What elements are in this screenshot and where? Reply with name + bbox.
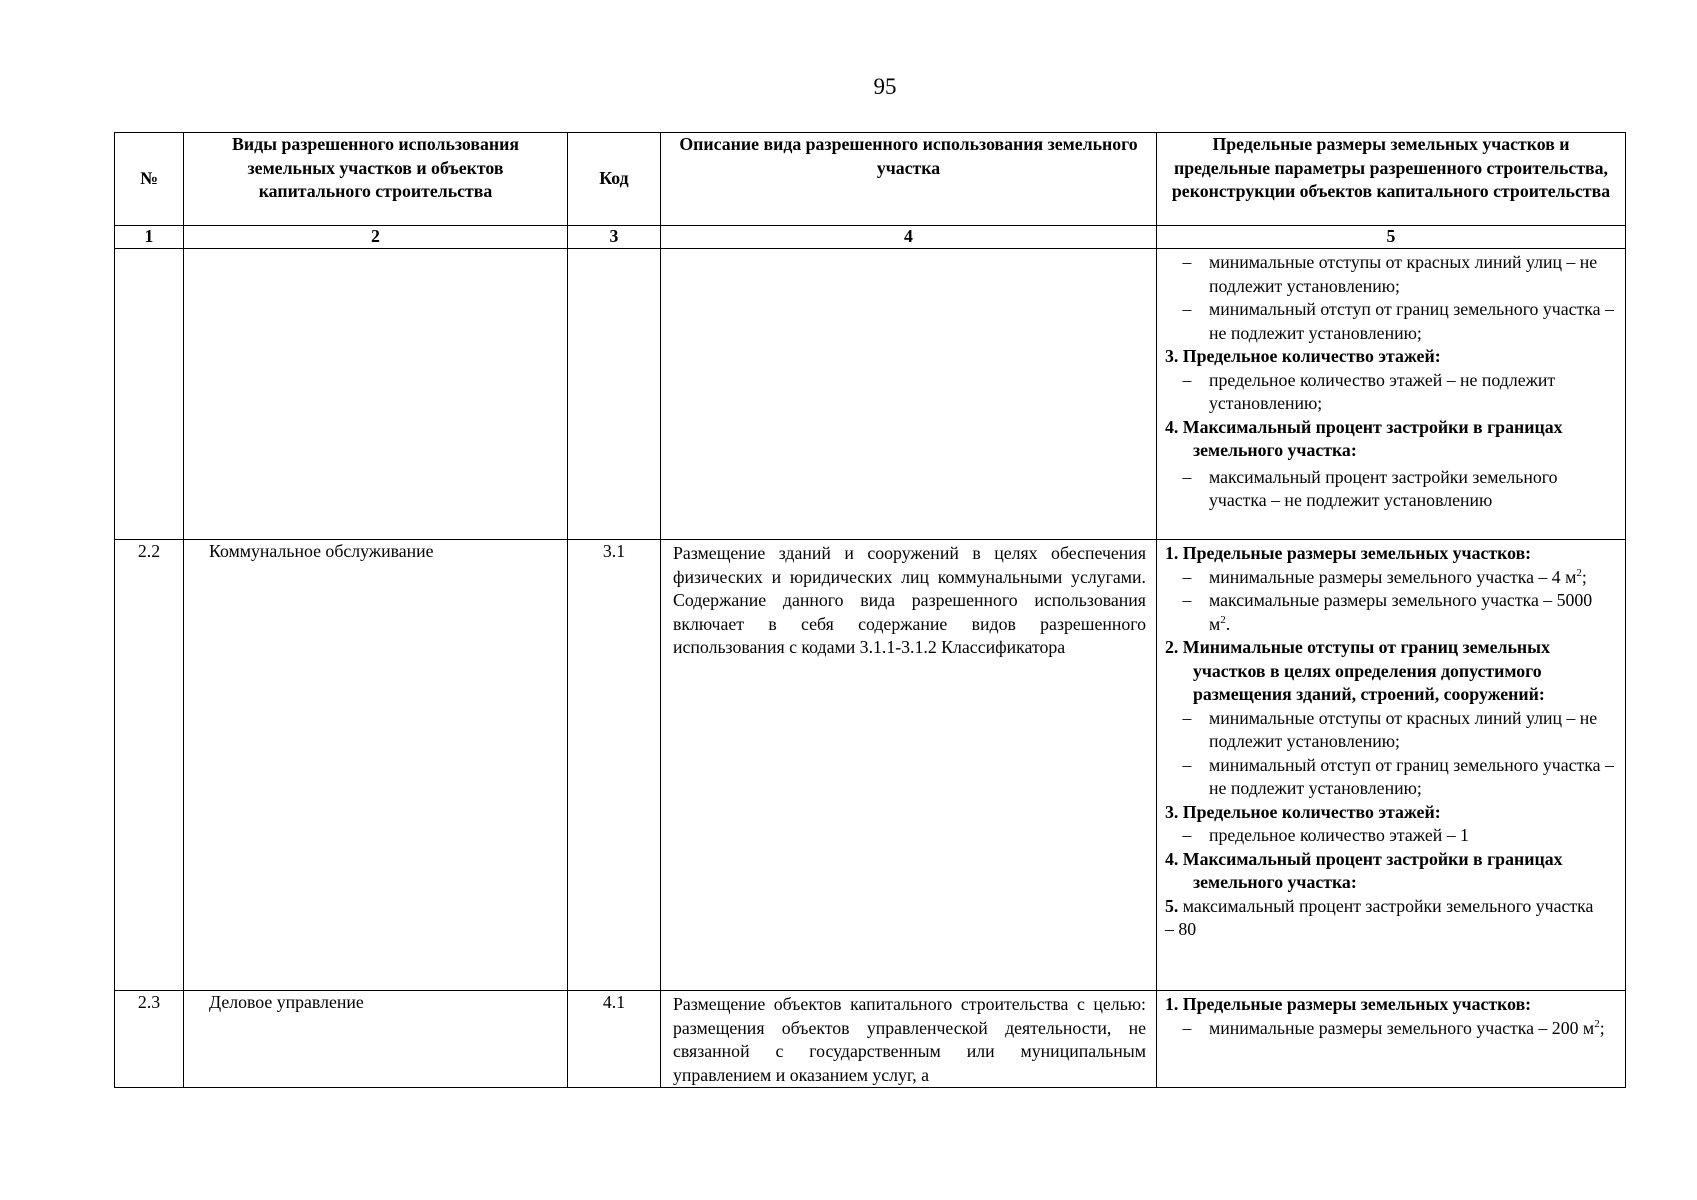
list-item-5 — [1165, 895, 1617, 942]
superscript: 2 — [1576, 566, 1582, 579]
table-row-2-3 — [115, 991, 1626, 1088]
cell-kind: Коммунальное обслуживание — [184, 540, 568, 991]
dash-marker: – — [1182, 566, 1192, 587]
item-text: минимальные отступы от красных линий улиц – не подлежит установлению; — [1209, 707, 1598, 751]
list-item — [1165, 466, 1617, 513]
dash-marker: – — [1182, 1017, 1192, 1038]
item-text — [1209, 589, 1617, 636]
dash-marker: – — [1182, 707, 1192, 728]
header-description: Описание вида разрешенного использования земельного участка — [661, 133, 1157, 226]
list-item — [1165, 754, 1617, 801]
page-number: 95 — [873, 74, 897, 99]
section-heading: 1. Предельные размеры земельных участков: — [1165, 543, 1532, 563]
item-text: минимальный отступ от границ земельного участка – не подлежит установлению; — [1209, 299, 1614, 343]
dash-marker: – — [1182, 590, 1192, 610]
column-number: 4 — [661, 226, 1157, 249]
item-end: . — [1225, 613, 1231, 634]
section-heading: 4. Максимальный процент застройки в границах земельного участка: — [1165, 848, 1563, 892]
section-heading: 2. Минимальные отступы от границ земельных участков в целях определения допустимого размещения зданий, строений, сооружений: — [1165, 637, 1550, 704]
item-end: ; — [1599, 1017, 1605, 1038]
item-text: минимальные отступы от красных линий улиц – не подлежит установлению; — [1209, 252, 1598, 296]
column-number: 3 — [568, 226, 661, 249]
dash-marker: – — [1182, 369, 1192, 390]
cell-limits — [1157, 540, 1626, 991]
header-limits: Предельные размеры земельных участков и предельные параметры разрешенного строительства, реконструкции объектов капитального строительства — [1157, 133, 1626, 226]
cell-description — [661, 249, 1157, 540]
list-item — [1165, 566, 1617, 590]
item-text: предельное количество этажей – не подлежит установлению; — [1209, 369, 1556, 413]
list-item — [1165, 251, 1617, 298]
cell-code: 3.1 — [568, 540, 661, 991]
header-row — [115, 133, 1626, 226]
header-code: Код — [568, 133, 661, 226]
item-value: максимальные размеры земельного участка – 5000 м — [1209, 590, 1593, 634]
dash-marker: – — [1182, 825, 1192, 845]
item-text: минимальный отступ от границ земельного участка – не подлежит установлению; — [1209, 754, 1614, 798]
list-item — [1165, 369, 1617, 416]
section-heading: 3. Предельное количество этажей: — [1165, 801, 1441, 822]
cell-num — [115, 249, 184, 540]
superscript: 2 — [1220, 613, 1226, 626]
table-row-continued — [115, 249, 1626, 540]
cell-kind: Деловое управление — [184, 991, 568, 1088]
section-heading: 4. Максимальный процент застройки в границах земельного участка: — [1165, 416, 1563, 460]
cell-num: 2.3 — [115, 991, 184, 1088]
item-text: максимальный процент застройки земельного участка – не подлежит установлению — [1209, 466, 1558, 510]
list-item — [1165, 707, 1617, 754]
dash-marker: – — [1182, 252, 1192, 272]
superscript: 2 — [1594, 1017, 1600, 1030]
list-item — [1165, 589, 1617, 636]
item-text: максимальный процент застройки земельного участка – 80 — [1165, 895, 1594, 939]
section-heading: 1. Предельные размеры земельных участков: — [1165, 994, 1532, 1014]
cell-num: 2.2 — [115, 540, 184, 991]
column-number: 5 — [1157, 226, 1626, 249]
cell-limits — [1157, 991, 1626, 1088]
column-number: 2 — [184, 226, 568, 249]
cell-code — [568, 249, 661, 540]
item-number: 5. — [1165, 895, 1179, 916]
section-heading: 3. Предельное количество этажей: — [1165, 346, 1441, 366]
item-value: минимальные размеры земельного участка – 200 м — [1209, 1017, 1595, 1038]
cell-description: Размещение объектов капитального строительства с целью: размещения объектов управленческой деятельности, не связанной с государственным или муниципальным управлением и оказанием услуг, а — [661, 991, 1157, 1088]
list-item — [1165, 298, 1617, 345]
column-number: 1 — [115, 226, 184, 249]
dash-marker: – — [1182, 466, 1192, 487]
item-end: ; — [1581, 566, 1587, 587]
header-kind: Виды разрешенного использования земельных участков и объектов капитального строительства — [184, 133, 568, 226]
dash-marker: – — [1182, 299, 1192, 319]
cell-limits — [1157, 249, 1626, 540]
table-row-2-2 — [115, 540, 1626, 991]
header-num: № — [115, 133, 184, 226]
cell-code: 4.1 — [568, 991, 661, 1088]
dash-marker: – — [1182, 754, 1192, 775]
cell-description: Размещение зданий и сооружений в целях обеспечения физических и юридических лиц коммунальными услугами. Содержание данного вида разрешенного использования включает в себя содержание видов разрешенного использования с кодами 3.1.1-3.1.2 Классификатора — [661, 540, 1157, 991]
list-item — [1165, 1017, 1617, 1041]
item-text: предельное количество этажей – 1 — [1209, 825, 1469, 845]
list-item — [1165, 824, 1617, 848]
column-number-row — [115, 226, 1626, 249]
item-text — [1209, 1017, 1617, 1041]
item-value: минимальные размеры земельного участка – 4 м — [1209, 566, 1577, 587]
land-use-table — [114, 132, 1626, 1088]
item-text — [1209, 566, 1617, 590]
cell-kind — [184, 249, 568, 540]
